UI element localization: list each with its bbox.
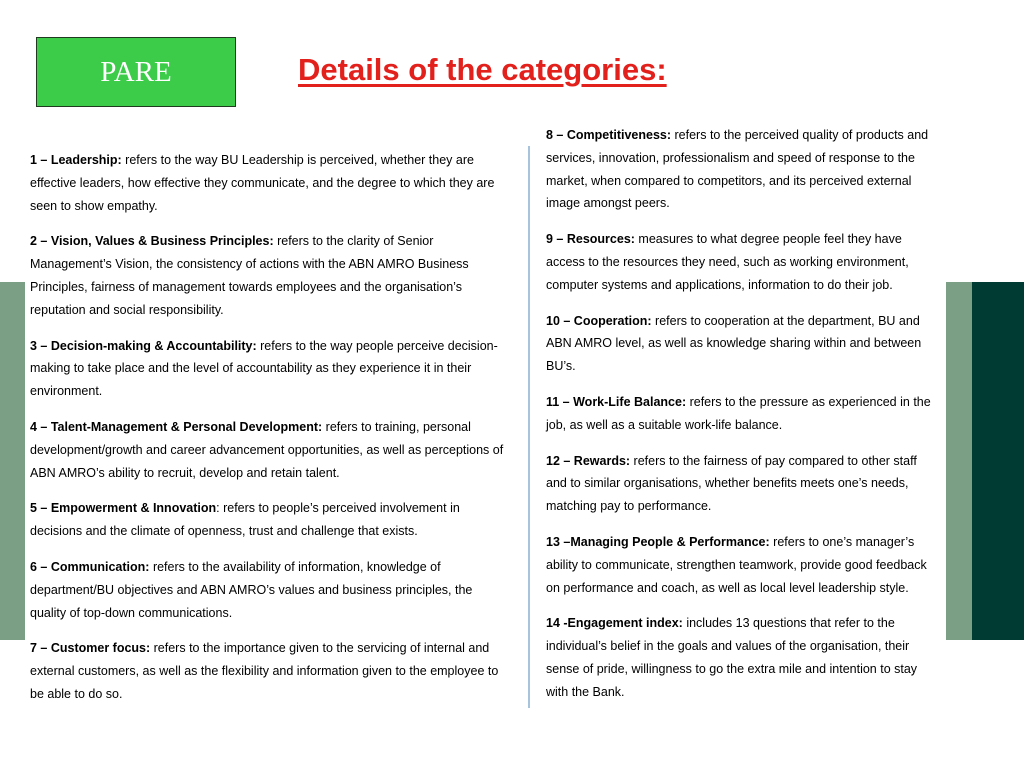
category-term: 14 -Engagement index: [546,616,683,631]
category-item-14 [546,612,940,703]
category-item-12 [546,450,940,518]
category-item-4 [30,416,508,484]
category-item-13 [546,531,940,599]
category-item-10 [546,310,940,378]
category-description: includes 13 questions that refer to the individual’s belief in the goals and values of the organisation, their sense of pride, willingness to go the extra mile and intention to stay with the Bank. [546,616,918,699]
category-term: 1 – Leadership: [30,153,122,167]
category-description: refers to the fairness of pay compared to other staff and to similar organisations, whether benefits meets one’s needs, matching pay to performance. [546,453,917,514]
pare-badge [36,37,236,107]
category-term: 9 – Resources: [546,232,635,247]
category-description: refers to one’s manager’s ability to communicate, strengthen teamwork, provide good feedback on performance and coach, as well as local level leadership style. [546,534,927,595]
category-item-9 [546,228,940,296]
category-term: 11 – Work-Life Balance: [546,394,687,409]
badge-label: PARE [100,55,172,88]
category-description: refers to the clarity of Senior Management’s Vision, the consistency of actions with the ABN AMRO Business Principles, fairness of management towards employees and the organisation’s reputation and social responsibility. [30,234,469,317]
column-divider [528,146,530,708]
category-description: refers to the way people perceive decision-making to take place and the level of accountability as they experience it in their environment. [30,338,498,399]
category-term: 2 – Vision, Values & Business Principles: [30,234,274,249]
category-term: 7 – Customer focus: [30,641,151,656]
category-item-1 [30,149,508,217]
category-term: 13 –Managing People & Performance: [546,534,770,549]
category-description: refers to the way BU Leadership is perceived, whether they are effective leaders, how effective they communicate, and the degree to which they are seen to show empathy. [30,153,495,213]
category-description: refers to the pressure as experienced in the job, as well as a suitable work-life balance. [546,394,931,432]
category-term: 6 – Communication: [30,559,150,574]
category-term: 4 – Talent-Management & Personal Development: [30,419,323,434]
category-item-3 [30,335,508,403]
category-description: refers to the availability of information, knowledge of department/BU objectives and ABN AMRO’s values and business principles, the quality of top-down communications. [30,559,473,620]
category-term: 5 – Empowerment & Innovation [30,501,217,516]
right-accent-bar-dark [972,282,1024,640]
category-description: measures to what degree people feel they have access to the resources they need, such as working environment, computer systems and applications, information to do their job. [546,232,909,292]
category-item-8 [546,124,940,215]
category-description: refers to the importance given to the servicing of internal and external customers, as well as the flexibility and information given to the employee to be able to do so. [30,641,499,701]
page-title: Details of the categories: [298,52,667,87]
left-column [30,149,508,719]
category-term: 8 – Competitiveness: [546,128,672,142]
category-description: refers to cooperation at the department, BU and ABN AMRO level, as well as knowledge sharing within and between BU’s. [546,313,922,374]
category-item-2 [30,230,508,321]
category-description: refers to training, personal development/growth and career advancement opportunities, as well as perceptions of ABN AMRO’s ability to recruit, develop and retain talent. [30,419,504,480]
category-item-7 [30,637,508,705]
category-item-11 [546,391,940,437]
category-description: refers to the perceived quality of products and services, innovation, professionalism and speed of response to the market, when compared to competitors, and its perceived external image amongst peers. [546,128,929,211]
right-accent-bar-light [946,282,972,640]
category-item-5 [30,497,508,543]
category-term: 12 – Rewards: [546,453,631,468]
left-accent-bar [0,282,25,640]
category-term: 10 – Cooperation: [546,313,652,328]
category-term: 3 – Decision-making & Accountability: [30,338,257,353]
category-description: : refers to people’s perceived involvement in decisions and the climate of openness, trust and challenge that exists. [30,501,460,539]
category-item-6 [30,556,508,624]
right-column [546,124,940,717]
